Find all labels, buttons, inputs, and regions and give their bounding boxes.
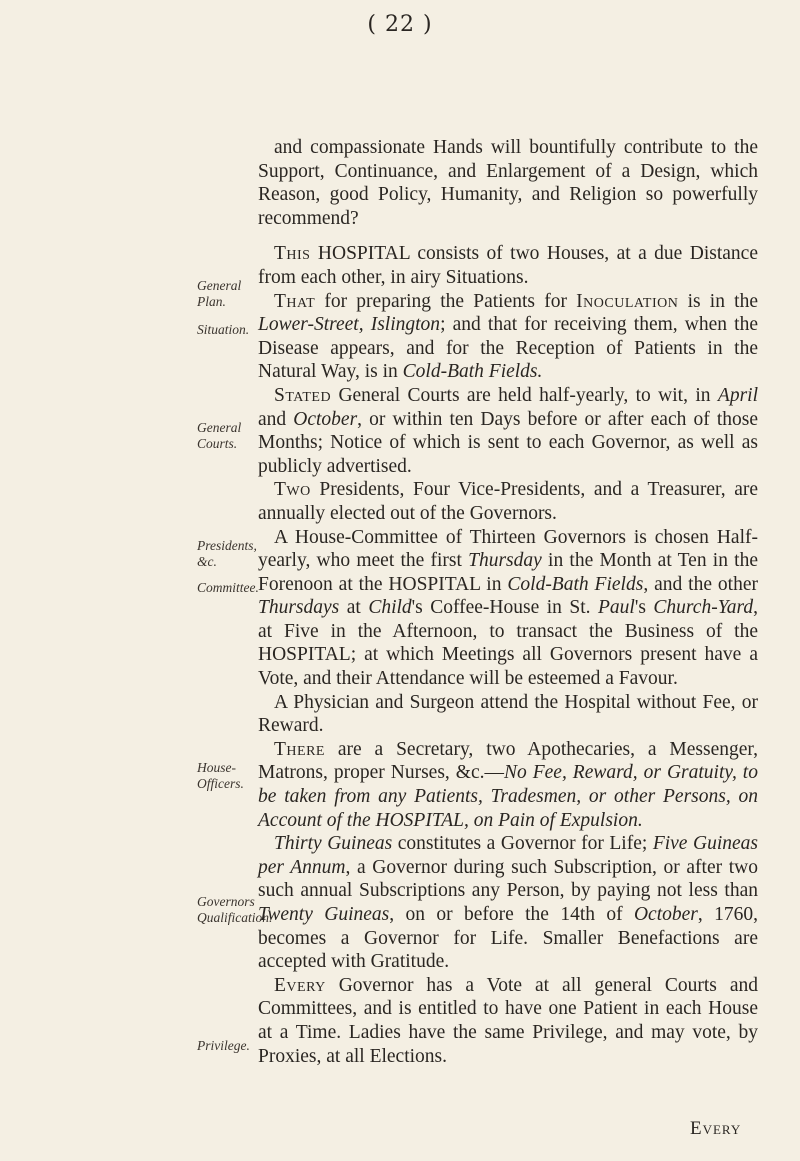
page-number: ( 22 ) xyxy=(367,12,433,37)
paragraph-governors: Thirty Guineas constitutes a Governor for Life; Five Guineas per Annum, a Governor during such Subscription, or after two such annual Subscriptions any Person, by paying not less than Twenty Guineas, on or before the 14th of October, 1760, becomes a Governor for Life. Smaller Benefactions are accepted with Gratitude. xyxy=(258,833,758,973)
paragraph-house-officers: A Physician and Surgeon attend the Hospital without Fee, or Reward. xyxy=(258,691,758,737)
paragraph-committee: A House-Committee of Thirteen Governors is chosen Half-yearly, who meet the first Thursday in the Month at Ten in the Forenoon at the HOSPITAL in Cold-Bath Fields, and the other Thursdays at Child's Coffee-House in St. Paul's Church-Yard, at Five in the Afternoon, to transact the Business of the HOSPITAL; at which Meetings all Governors present have a Vote, and their Attendance will be esteemed a Favour. xyxy=(258,526,758,690)
sidenote-presidents: Presidents, &c. xyxy=(197,538,257,569)
paragraph-situation: That for preparing the Patients for Inoculation is in the Lower-Street, Islington; and that for receiving them, when the Disease appears, and for the Reception of Patients in the Natural Way, is in Cold-Bath Fields. xyxy=(258,290,758,383)
sidenote-general-courts: General Courts. xyxy=(197,420,242,451)
opening-paragraph: and compassionate Hands will bountifully contribute to the Support, Continuance, and Enlargement of a Design, which Reason, good Policy, Humanity, and Religion so powerfully recommend? xyxy=(258,137,758,229)
paragraph-presidents: Two Presidents, Four Vice-Presidents, and a Treasurer, are annually elected out of the Governors. xyxy=(258,479,758,524)
paragraph-general-plan: This HOSPITAL consists of two Houses, at a due Distance from each other, in airy Situations. xyxy=(258,243,758,288)
catchword: Every xyxy=(690,1118,742,1139)
paragraph-staff: There are a Secretary, two Apothecaries, a Messenger, Matrons, proper Nurses, &c.—No Fee, Reward, or Gratuity, to be taken from any Patients, Tradesmen, or other Persons, on Account of the HOSPITAL, on Pain of Expulsion. xyxy=(258,738,758,831)
sidenote-situation: Situation. xyxy=(197,322,250,337)
sidenote-committee: Committee. xyxy=(197,580,259,595)
sidenote-privilege: Privilege. xyxy=(197,1038,250,1053)
sidenote-governors-qualification: Governors Qualification. xyxy=(197,894,273,925)
sidenote-general-plan: General Plan. xyxy=(197,278,242,309)
paragraph-general-courts: Stated General Courts are held half-yearly, to wit, in April and October, or within ten Days before or after each of those Months; Notice of which is sent to each Governor, as well as publicly advertised. xyxy=(258,384,758,477)
sidenote-house-officers: House-Officers. xyxy=(197,760,244,791)
paragraph-privilege: Every Governor has a Vote at all general Courts and Committees, and is entitled to have one Patient in each House at a Time. Ladies have the same Privilege, and may vote, by Proxies, at all Elections. xyxy=(258,974,758,1067)
body-text xyxy=(258,52,758,1068)
